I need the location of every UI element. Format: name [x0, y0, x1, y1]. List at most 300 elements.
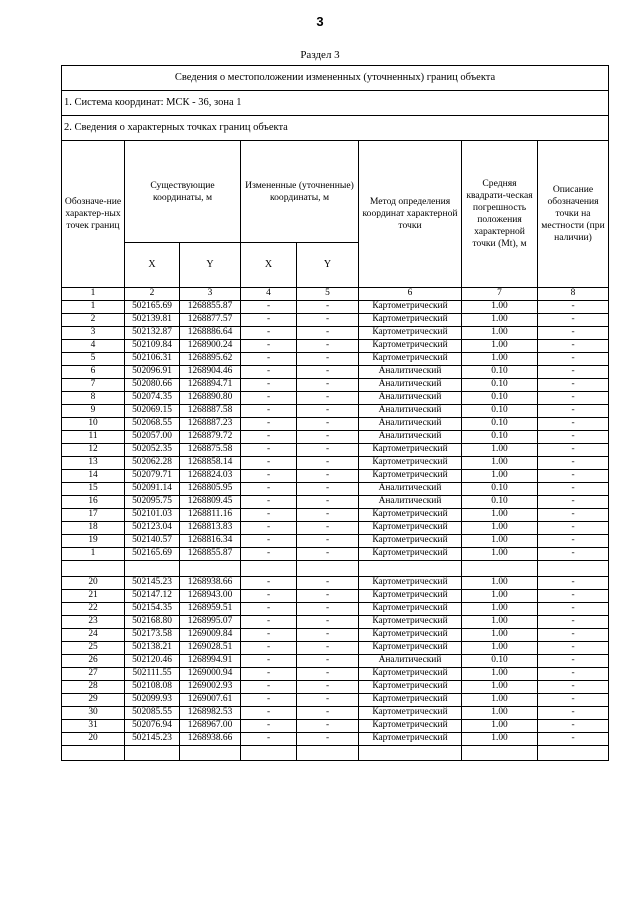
cell-existing-x: 502165.69: [125, 548, 180, 561]
cell-method: Картометрический: [359, 457, 462, 470]
cell-description: -: [538, 668, 609, 681]
cell-changed-y: -: [297, 668, 359, 681]
table-row: [62, 379, 609, 392]
cell-description: -: [538, 314, 609, 327]
cell-method: Аналитический: [359, 392, 462, 405]
table-row: [62, 392, 609, 405]
cell-changed-x: -: [241, 733, 297, 746]
cell-method: Картометрический: [359, 301, 462, 314]
cell-changed-y: -: [297, 642, 359, 655]
cell-description: -: [538, 590, 609, 603]
table-row: [62, 603, 609, 616]
col-number: 5: [297, 288, 359, 301]
cell-method: Аналитический: [359, 405, 462, 418]
cell-existing-x: 502173.58: [125, 629, 180, 642]
cell-error: 1.00: [462, 642, 538, 655]
cell-error: 1.00: [462, 509, 538, 522]
cell-changed-x: -: [241, 509, 297, 522]
cell-method: Картометрический: [359, 509, 462, 522]
col-number: 8: [538, 288, 609, 301]
cell-existing-y: 1269007.61: [180, 694, 241, 707]
cell-changed-x: -: [241, 301, 297, 314]
cell-error: 1.00: [462, 314, 538, 327]
table-row: [62, 483, 609, 496]
cell-existing-y: 1268959.51: [180, 603, 241, 616]
cell-error: 1.00: [462, 340, 538, 353]
points-title: 2. Сведения о характерных точках границ объекта: [62, 116, 609, 141]
header-designation: Обозначе-ние характер-ных точек границ: [62, 141, 125, 288]
table-row: [62, 444, 609, 457]
table-row: [62, 340, 609, 353]
cell-method: Картометрический: [359, 733, 462, 746]
cell-changed-y: -: [297, 720, 359, 733]
cell-changed-x: -: [241, 707, 297, 720]
cell-existing-x: [125, 746, 180, 761]
cell-existing-y: 1268886.64: [180, 327, 241, 340]
cell-existing-x: 502111.55: [125, 668, 180, 681]
cell-existing-y: 1268858.14: [180, 457, 241, 470]
cell-existing-y: 1268995.07: [180, 616, 241, 629]
cell-changed-x: -: [241, 340, 297, 353]
cell-point-id: 8: [62, 392, 125, 405]
cell-point-id: 25: [62, 642, 125, 655]
cell-changed-y: -: [297, 431, 359, 444]
cell-existing-x: 502154.35: [125, 603, 180, 616]
cell-description: -: [538, 603, 609, 616]
cell-existing-y: 1268816.34: [180, 535, 241, 548]
cell-error: 0.10: [462, 496, 538, 509]
cell-point-id: [62, 746, 125, 761]
cell-description: -: [538, 509, 609, 522]
cell-existing-y: 1268887.58: [180, 405, 241, 418]
cell-description: -: [538, 470, 609, 483]
header-existing-x: X: [125, 243, 180, 288]
cell-method: Аналитический: [359, 366, 462, 379]
cell-method: Аналитический: [359, 496, 462, 509]
cell-point-id: 17: [62, 509, 125, 522]
cell-changed-y: -: [297, 379, 359, 392]
cell-existing-x: 502068.55: [125, 418, 180, 431]
cell-existing-x: 502109.84: [125, 340, 180, 353]
cell-method: Аналитический: [359, 483, 462, 496]
table-row: [62, 720, 609, 733]
cell-existing-x: 502096.91: [125, 366, 180, 379]
cell-changed-y: -: [297, 366, 359, 379]
cell-existing-y: 1268824.03: [180, 470, 241, 483]
cell-existing-y: 1268894.71: [180, 379, 241, 392]
table-row: [62, 301, 609, 314]
cell-point-id: 11: [62, 431, 125, 444]
cell-changed-x: -: [241, 353, 297, 366]
cell-existing-y: 1268887.23: [180, 418, 241, 431]
cell-description: [538, 561, 609, 577]
cell-existing-y: 1268805.95: [180, 483, 241, 496]
cell-changed-y: -: [297, 603, 359, 616]
cell-description: -: [538, 642, 609, 655]
cell-point-id: 21: [62, 590, 125, 603]
boundary-points-table: [61, 65, 609, 761]
cell-error: 1.00: [462, 733, 538, 746]
cell-point-id: 9: [62, 405, 125, 418]
cell-changed-x: -: [241, 314, 297, 327]
cell-method: Аналитический: [359, 379, 462, 392]
cell-method: Картометрический: [359, 668, 462, 681]
cell-error: 1.00: [462, 707, 538, 720]
cell-error: 1.00: [462, 590, 538, 603]
cell-existing-y: 1269028.51: [180, 642, 241, 655]
cell-description: -: [538, 707, 609, 720]
cell-changed-y: -: [297, 694, 359, 707]
cell-method: Картометрический: [359, 314, 462, 327]
cell-existing-x: 502139.81: [125, 314, 180, 327]
cell-point-id: 18: [62, 522, 125, 535]
cell-changed-y: -: [297, 392, 359, 405]
table-row: [62, 655, 609, 668]
cell-existing-y: 1269002.93: [180, 681, 241, 694]
cell-point-id: 13: [62, 457, 125, 470]
cell-description: -: [538, 327, 609, 340]
cell-changed-x: -: [241, 629, 297, 642]
table-row: [62, 629, 609, 642]
cell-description: -: [538, 353, 609, 366]
cell-method: Картометрический: [359, 535, 462, 548]
header-existing-y: Y: [180, 243, 241, 288]
cell-existing-y: 1268982.53: [180, 707, 241, 720]
cell-changed-x: -: [241, 590, 297, 603]
col-number: 3: [180, 288, 241, 301]
table-row: [62, 590, 609, 603]
cell-point-id: 16: [62, 496, 125, 509]
cell-method: Аналитический: [359, 655, 462, 668]
cell-point-id: 4: [62, 340, 125, 353]
cell-method: Картометрический: [359, 642, 462, 655]
cell-method: Картометрический: [359, 681, 462, 694]
table-row: [62, 496, 609, 509]
cell-error: 0.10: [462, 405, 538, 418]
cell-point-id: 31: [62, 720, 125, 733]
cell-error: 1.00: [462, 327, 538, 340]
cell-existing-x: 502076.94: [125, 720, 180, 733]
cell-existing-x: 502091.14: [125, 483, 180, 496]
cell-description: -: [538, 681, 609, 694]
cell-point-id: 26: [62, 655, 125, 668]
cell-changed-y: -: [297, 548, 359, 561]
cell-changed-y: -: [297, 483, 359, 496]
cell-changed-y: -: [297, 327, 359, 340]
cell-changed-y: -: [297, 655, 359, 668]
cell-error: 0.10: [462, 392, 538, 405]
cell-method: Картометрический: [359, 577, 462, 590]
cell-existing-x: 502057.00: [125, 431, 180, 444]
cell-changed-y: -: [297, 314, 359, 327]
cell-existing-y: 1268811.16: [180, 509, 241, 522]
cell-existing-y: 1268895.62: [180, 353, 241, 366]
cell-error: 1.00: [462, 457, 538, 470]
cell-description: -: [538, 655, 609, 668]
cell-existing-y: 1268879.72: [180, 431, 241, 444]
cell-changed-x: -: [241, 577, 297, 590]
cell-changed-x: -: [241, 457, 297, 470]
table-row: [62, 668, 609, 681]
table-row: [62, 548, 609, 561]
cell-description: -: [538, 431, 609, 444]
cell-changed-x: -: [241, 616, 297, 629]
table-row: [62, 746, 609, 761]
cell-description: -: [538, 577, 609, 590]
cell-point-id: 28: [62, 681, 125, 694]
cell-existing-x: 502120.46: [125, 655, 180, 668]
section-title: Раздел 3: [300, 49, 340, 61]
table-row: [62, 470, 609, 483]
table-row: [62, 509, 609, 522]
cell-changed-y: [297, 561, 359, 577]
cell-changed-x: -: [241, 681, 297, 694]
header-method: Метод определения координат характерной точки: [359, 141, 462, 288]
cell-changed-x: -: [241, 642, 297, 655]
cell-changed-x: -: [241, 522, 297, 535]
cell-method: Картометрический: [359, 603, 462, 616]
cell-existing-y: 1268855.87: [180, 301, 241, 314]
cell-description: [538, 746, 609, 761]
table-row: [62, 681, 609, 694]
cell-method: Картометрический: [359, 444, 462, 457]
table-title: Сведения о местоположении измененных (уточненных) границ объекта: [62, 66, 609, 91]
cell-error: 1.00: [462, 681, 538, 694]
cell-existing-x: 502132.87: [125, 327, 180, 340]
cell-existing-x: 502101.03: [125, 509, 180, 522]
cell-method: Картометрический: [359, 629, 462, 642]
cell-changed-y: -: [297, 340, 359, 353]
cell-existing-y: 1268900.24: [180, 340, 241, 353]
cell-point-id: 5: [62, 353, 125, 366]
cell-existing-y: 1268938.66: [180, 733, 241, 746]
cell-changed-y: -: [297, 444, 359, 457]
cell-changed-x: -: [241, 694, 297, 707]
page-number: 3: [316, 14, 324, 29]
cell-description: -: [538, 720, 609, 733]
cell-method: Аналитический: [359, 431, 462, 444]
cell-changed-y: -: [297, 457, 359, 470]
cell-existing-y: 1268943.00: [180, 590, 241, 603]
table-row: [62, 431, 609, 444]
cell-changed-x: -: [241, 548, 297, 561]
cell-existing-x: 502052.35: [125, 444, 180, 457]
cell-existing-x: 502074.35: [125, 392, 180, 405]
cell-description: -: [538, 496, 609, 509]
cell-point-id: 3: [62, 327, 125, 340]
cell-existing-x: 502095.75: [125, 496, 180, 509]
cell-changed-x: -: [241, 720, 297, 733]
cell-description: -: [538, 405, 609, 418]
table-row: [62, 457, 609, 470]
table-row: [62, 577, 609, 590]
cell-description: -: [538, 629, 609, 642]
cell-existing-x: 502069.15: [125, 405, 180, 418]
table-row: [62, 314, 609, 327]
cell-method: [359, 561, 462, 577]
cell-existing-x: [125, 561, 180, 577]
cell-method: Картометрический: [359, 522, 462, 535]
cell-point-id: 20: [62, 577, 125, 590]
cell-method: [359, 746, 462, 761]
cell-changed-y: -: [297, 707, 359, 720]
cell-point-id: 6: [62, 366, 125, 379]
cell-method: Картометрический: [359, 470, 462, 483]
cell-changed-y: -: [297, 470, 359, 483]
cell-existing-y: [180, 561, 241, 577]
cell-existing-x: 502145.23: [125, 577, 180, 590]
cell-changed-y: -: [297, 353, 359, 366]
cell-changed-x: -: [241, 392, 297, 405]
cell-method: Картометрический: [359, 548, 462, 561]
cell-error: 0.10: [462, 366, 538, 379]
cell-existing-y: 1268813.83: [180, 522, 241, 535]
cell-existing-x: 502138.21: [125, 642, 180, 655]
cell-point-id: 23: [62, 616, 125, 629]
cell-changed-y: -: [297, 681, 359, 694]
cell-existing-x: 502147.12: [125, 590, 180, 603]
cell-error: 0.10: [462, 431, 538, 444]
cell-existing-y: 1268890.80: [180, 392, 241, 405]
col-number: 2: [125, 288, 180, 301]
cell-method: Картометрический: [359, 340, 462, 353]
cell-existing-x: 502165.69: [125, 301, 180, 314]
cell-description: -: [538, 733, 609, 746]
header-changed-y: Y: [297, 243, 359, 288]
coord-system: 1. Система координат: МСК - 36, зона 1: [62, 91, 609, 116]
cell-error: 0.10: [462, 655, 538, 668]
cell-point-id: 1: [62, 548, 125, 561]
cell-changed-y: -: [297, 509, 359, 522]
cell-method: Картометрический: [359, 707, 462, 720]
cell-method: Картометрический: [359, 590, 462, 603]
cell-description: -: [538, 548, 609, 561]
table-row: [62, 616, 609, 629]
cell-changed-y: -: [297, 301, 359, 314]
cell-description: -: [538, 418, 609, 431]
header-changed-x: X: [241, 243, 297, 288]
cell-existing-y: 1268855.87: [180, 548, 241, 561]
cell-error: [462, 746, 538, 761]
cell-point-id: 14: [62, 470, 125, 483]
cell-error: 1.00: [462, 668, 538, 681]
cell-existing-y: 1268904.46: [180, 366, 241, 379]
cell-error: [462, 561, 538, 577]
cell-changed-y: -: [297, 418, 359, 431]
cell-description: -: [538, 301, 609, 314]
cell-error: 1.00: [462, 577, 538, 590]
cell-changed-x: -: [241, 444, 297, 457]
cell-existing-y: [180, 746, 241, 761]
cell-point-id: 7: [62, 379, 125, 392]
cell-error: 1.00: [462, 301, 538, 314]
header-existing: Существующие координаты, м: [125, 141, 241, 243]
table-row: [62, 733, 609, 746]
cell-changed-y: -: [297, 522, 359, 535]
cell-existing-y: 1268875.58: [180, 444, 241, 457]
cell-existing-x: 502099.93: [125, 694, 180, 707]
cell-changed-y: -: [297, 577, 359, 590]
cell-changed-x: -: [241, 431, 297, 444]
cell-method: Картометрический: [359, 353, 462, 366]
cell-description: -: [538, 340, 609, 353]
cell-existing-x: 502140.57: [125, 535, 180, 548]
cell-existing-x: 502145.23: [125, 733, 180, 746]
cell-point-id: [62, 561, 125, 577]
table-row: [62, 642, 609, 655]
cell-point-id: 29: [62, 694, 125, 707]
cell-changed-y: -: [297, 590, 359, 603]
cell-changed-x: -: [241, 483, 297, 496]
cell-description: -: [538, 379, 609, 392]
cell-changed-x: -: [241, 418, 297, 431]
cell-existing-y: 1268994.91: [180, 655, 241, 668]
cell-description: -: [538, 457, 609, 470]
cell-existing-x: 502062.28: [125, 457, 180, 470]
cell-point-id: 1: [62, 301, 125, 314]
cell-method: Аналитический: [359, 418, 462, 431]
col-number: 4: [241, 288, 297, 301]
cell-existing-x: 502106.31: [125, 353, 180, 366]
cell-method: Картометрический: [359, 616, 462, 629]
cell-existing-y: 1269000.94: [180, 668, 241, 681]
cell-description: -: [538, 444, 609, 457]
cell-method: Картометрический: [359, 694, 462, 707]
cell-error: 0.10: [462, 418, 538, 431]
cell-changed-x: -: [241, 366, 297, 379]
cell-error: 1.00: [462, 470, 538, 483]
cell-changed-y: -: [297, 733, 359, 746]
cell-point-id: 15: [62, 483, 125, 496]
cell-error: 1.00: [462, 603, 538, 616]
cell-point-id: 27: [62, 668, 125, 681]
cell-error: 1.00: [462, 444, 538, 457]
cell-existing-y: 1268967.00: [180, 720, 241, 733]
header-description: Описание обозначения точки на местности (при наличии): [538, 141, 609, 288]
cell-point-id: 22: [62, 603, 125, 616]
cell-existing-y: 1268938.66: [180, 577, 241, 590]
cell-point-id: 19: [62, 535, 125, 548]
col-number: 1: [62, 288, 125, 301]
cell-description: -: [538, 535, 609, 548]
cell-point-id: 12: [62, 444, 125, 457]
cell-changed-y: -: [297, 616, 359, 629]
cell-existing-y: 1268809.45: [180, 496, 241, 509]
cell-existing-x: 502168.80: [125, 616, 180, 629]
cell-changed-y: -: [297, 535, 359, 548]
cell-error: 1.00: [462, 694, 538, 707]
cell-description: -: [538, 616, 609, 629]
table-row: [62, 694, 609, 707]
cell-changed-y: -: [297, 405, 359, 418]
cell-error: 1.00: [462, 535, 538, 548]
cell-method: Картометрический: [359, 327, 462, 340]
cell-existing-x: 502080.66: [125, 379, 180, 392]
header-error: Средняя квадрати-ческая погрешность положения характерной точки (Mt), м: [462, 141, 538, 288]
table-row: [62, 405, 609, 418]
cell-changed-x: -: [241, 405, 297, 418]
cell-existing-x: 502085.55: [125, 707, 180, 720]
cell-changed-y: -: [297, 629, 359, 642]
cell-changed-x: -: [241, 668, 297, 681]
column-numbers-row: [62, 288, 609, 301]
cell-changed-x: -: [241, 327, 297, 340]
cell-method: Картометрический: [359, 720, 462, 733]
cell-error: 0.10: [462, 379, 538, 392]
table-row: [62, 522, 609, 535]
cell-error: 1.00: [462, 522, 538, 535]
cell-changed-x: [241, 746, 297, 761]
